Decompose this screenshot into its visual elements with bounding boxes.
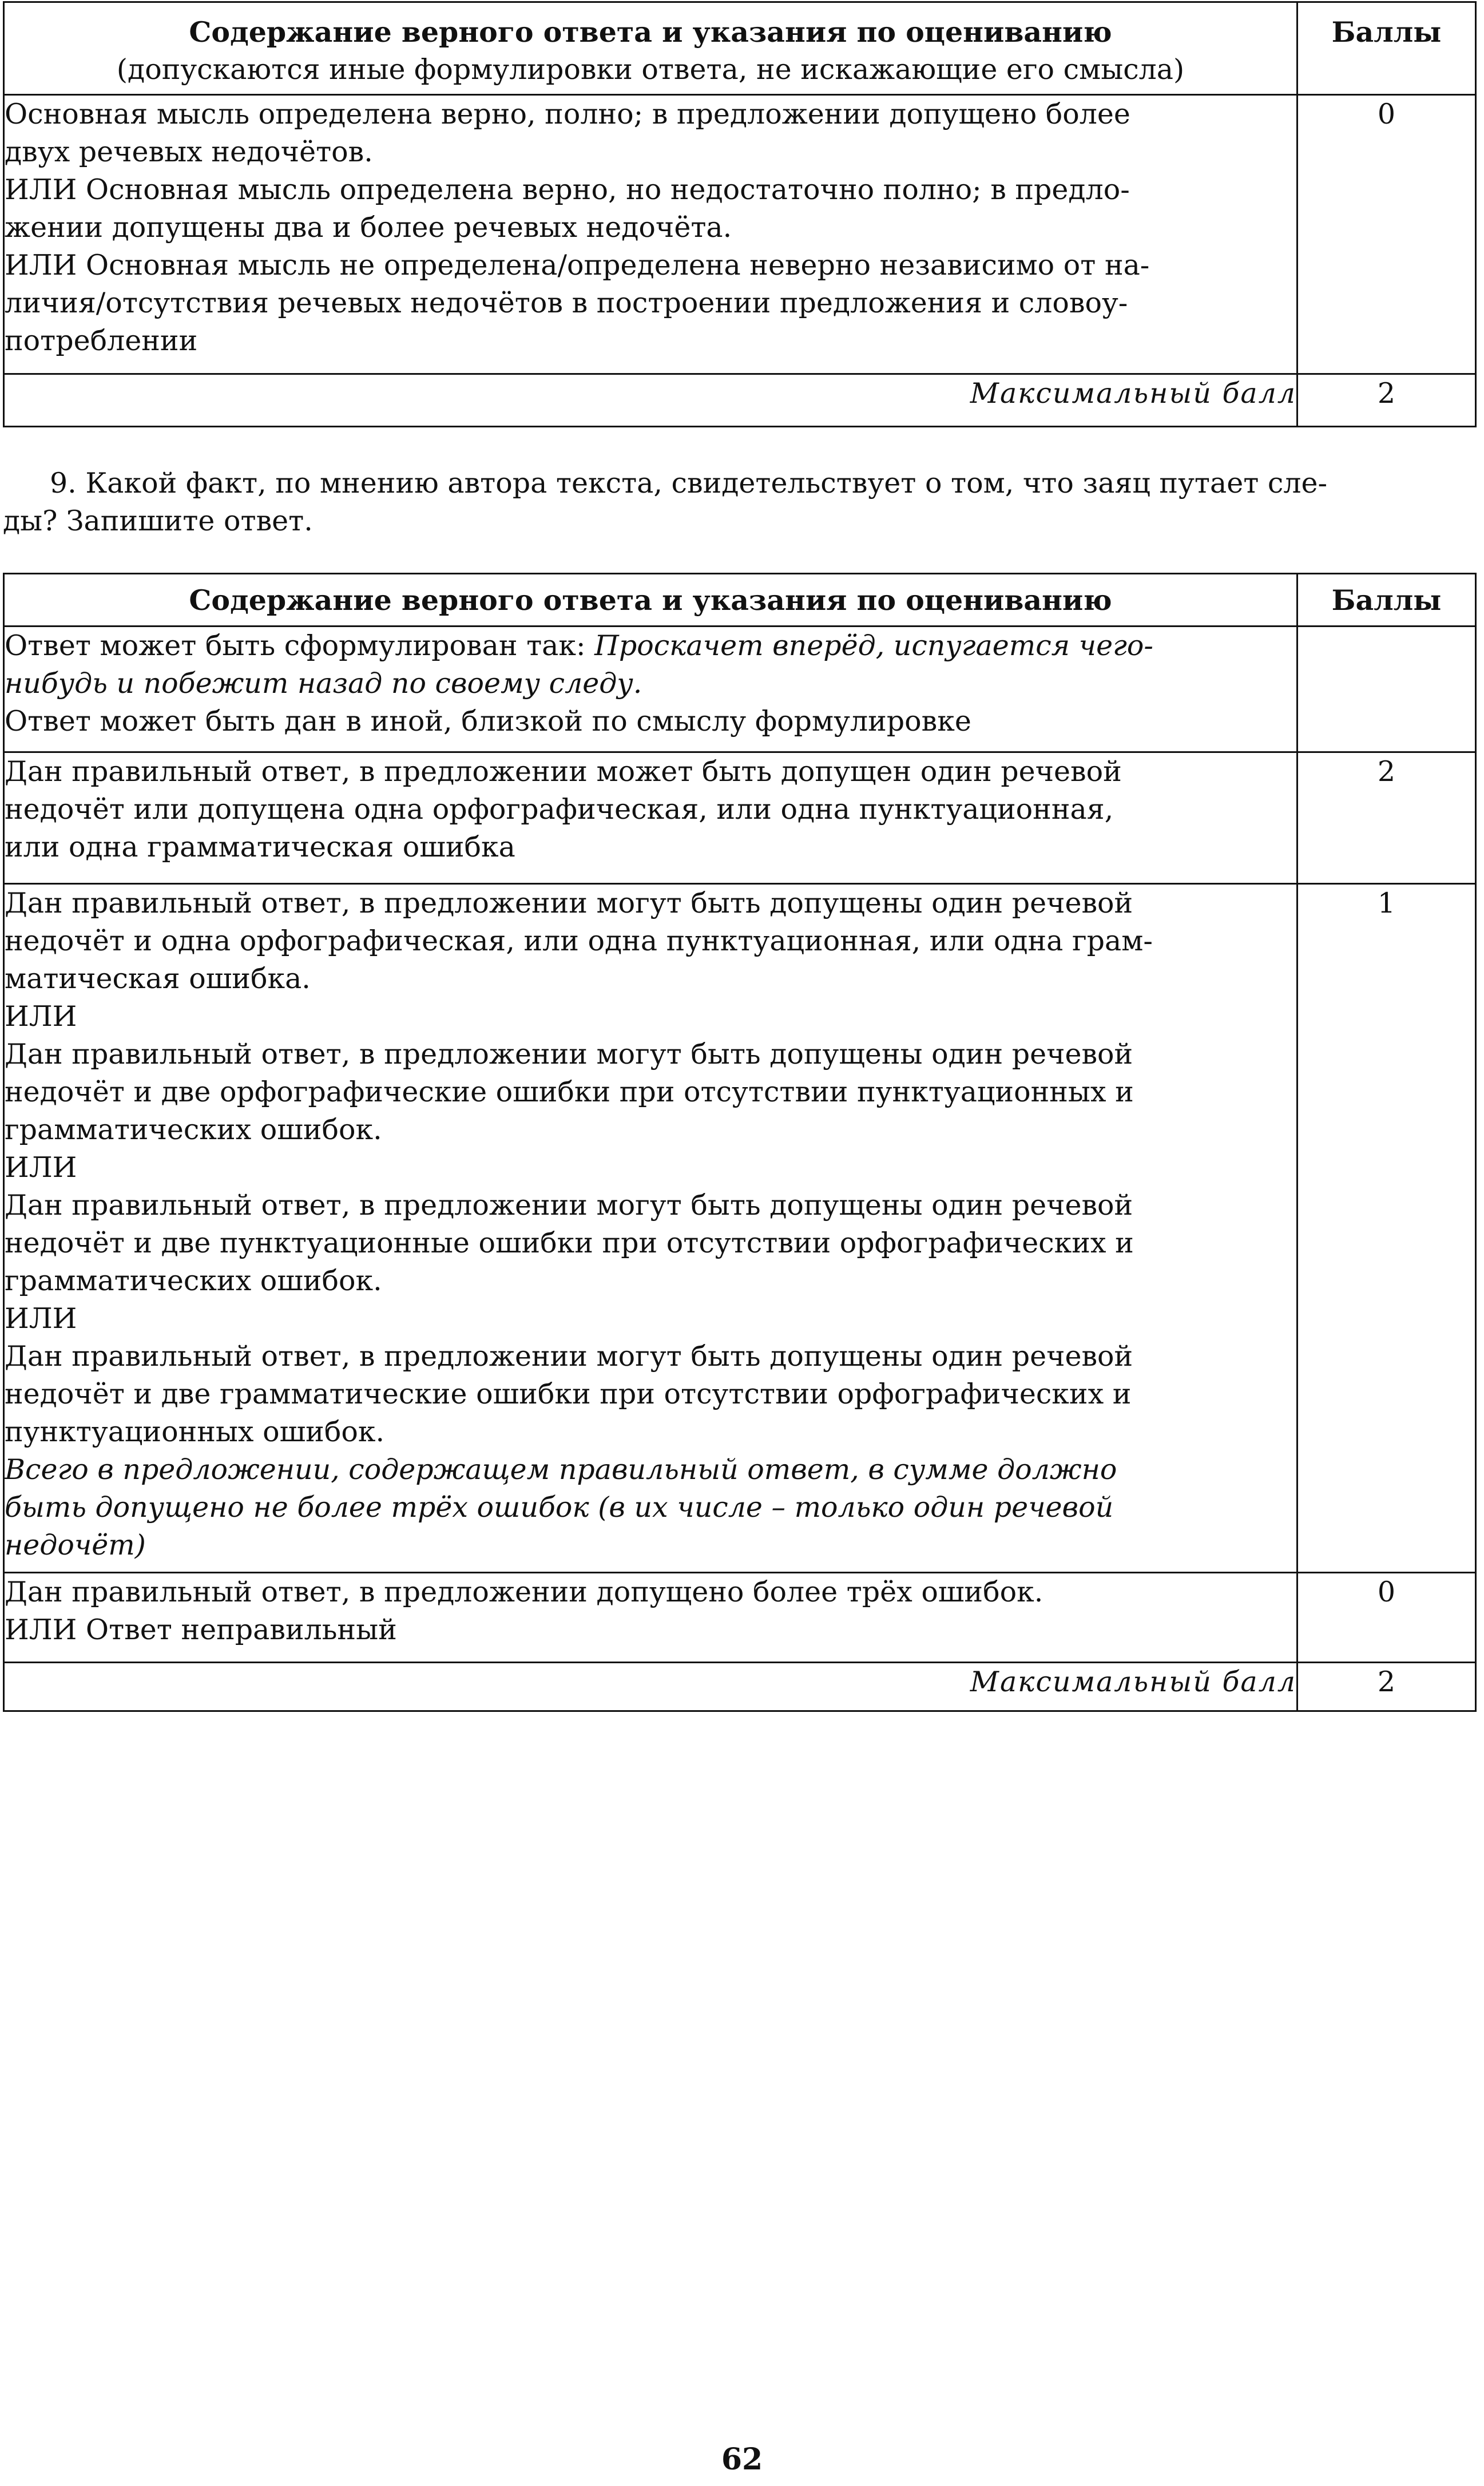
criteria-line: Дан правильный ответ, в предложении допущено более трёх ошибок.	[5, 1576, 1043, 1608]
max-score-label: Максимальный балл	[4, 374, 1297, 427]
answer-sample: Проскачет вперёд, испугается чего-	[594, 629, 1153, 662]
header-score-cell	[1297, 2, 1476, 95]
answer-cell	[4, 627, 1297, 752]
header-score: Баллы	[1331, 584, 1442, 617]
criteria-line: недочёт и две орфографические ошибки при отсутствии пунктуационных и	[5, 1076, 1134, 1108]
table-header-row	[4, 2, 1476, 95]
score-value: 1	[1377, 887, 1396, 919]
header-score-cell	[1297, 574, 1476, 627]
criteria-line: Дан правильный ответ, в предложении может быть допущен один речевой	[5, 755, 1122, 788]
criteria-cell	[4, 752, 1297, 884]
criteria-line: матическая ошибка.	[5, 962, 311, 995]
question-line: ды? Запишите ответ.	[3, 505, 313, 537]
header-score: Баллы	[1331, 15, 1442, 49]
table-row	[4, 1573, 1476, 1663]
header-content-subtitle: (допускаются иные формулировки ответа, не искажающие его смысла)	[116, 53, 1185, 86]
criteria-line: жении допущены два и более речевых недочёта.	[5, 211, 732, 244]
rubric-table-2	[3, 573, 1477, 1712]
criteria-line: или одна грамматическая ошибка	[5, 831, 515, 863]
answer-row	[4, 627, 1476, 752]
criteria-line: потреблении	[5, 324, 198, 357]
header-content-cell	[4, 2, 1297, 95]
max-score-value: 2	[1297, 374, 1476, 427]
criteria-line: Дан правильный ответ, в предложении могут быть допущены один речевой	[5, 1038, 1133, 1070]
table-row	[4, 752, 1476, 884]
score-cell	[1297, 95, 1476, 374]
criteria-line: ИЛИ Ответ неправильный	[5, 1613, 397, 1646]
criteria-note-line: быть допущено не более трёх ошибок (в их числе – только один речевой	[5, 1491, 1114, 1524]
criteria-line: Дан правильный ответ, в предложении могут быть допущены один речевой	[5, 1189, 1133, 1222]
criteria-line: двух речевых недочётов.	[5, 136, 373, 168]
page-number: 62	[721, 2442, 763, 2477]
score-value: 0	[1377, 98, 1396, 130]
criteria-line: личия/отсутствия речевых недочётов в построении предложения и словоу-	[5, 287, 1128, 319]
criteria-note-line: Всего в предложении, содержащем правильный ответ, в сумме должно	[5, 1453, 1117, 1486]
answer-prefix: Ответ может быть сформулирован так:	[5, 629, 595, 662]
table-header-row	[4, 574, 1476, 627]
header-content-title: Содержание верного ответа и указания по оцениванию	[189, 15, 1112, 49]
criteria-line: грамматических ошибок.	[5, 1264, 382, 1297]
score-cell	[1297, 627, 1476, 752]
criteria-line: ИЛИ	[5, 1000, 77, 1033]
score-cell	[1297, 884, 1476, 1573]
answer-sample-continued: нибудь и побежит назад по своему следу.	[5, 667, 642, 700]
score-cell	[1297, 752, 1476, 884]
criteria-line: недочёт или допущена одна орфографическая, или одна пунктуационная,	[5, 793, 1114, 826]
criteria-line: ИЛИ	[5, 1151, 77, 1184]
criteria-line: ИЛИ	[5, 1302, 77, 1335]
criteria-line: Дан правильный ответ, в предложении могут быть допущены один речевой	[5, 887, 1133, 919]
answer-note: Ответ может быть дан в иной, близкой по смыслу формулировке	[5, 705, 971, 738]
criteria-line: недочёт и две пунктуационные ошибки при отсутствии орфографических и	[5, 1227, 1134, 1259]
question-9	[3, 465, 1479, 540]
header-content-cell	[4, 574, 1297, 627]
score-value: 2	[1377, 755, 1396, 788]
max-score-row	[4, 374, 1476, 427]
criteria-cell	[4, 1573, 1297, 1663]
criteria-line: ИЛИ Основная мысль определена верно, но недостаточно полно; в предло-	[5, 173, 1130, 206]
rubric-table-1	[3, 1, 1477, 427]
score-cell	[1297, 1573, 1476, 1663]
answer-line	[5, 627, 1296, 665]
header-content-title: Содержание верного ответа и указания по оцениванию	[189, 584, 1112, 617]
score-value: 0	[1377, 1576, 1396, 1608]
criteria-line: ИЛИ Основная мысль не определена/определена неверно независимо от на-	[5, 249, 1150, 281]
criteria-line: недочёт и две грамматические ошибки при отсутствии орфографических и	[5, 1378, 1132, 1410]
criteria-line: недочёт и одна орфографическая, или одна пунктуационная, или одна грам-	[5, 925, 1153, 957]
criteria-line: Основная мысль определена верно, полно; в предложении допущено более	[5, 98, 1130, 130]
max-score-value: 2	[1297, 1663, 1476, 1711]
table-row	[4, 95, 1476, 374]
criteria-note-line: недочёт)	[5, 1529, 146, 1561]
max-score-label: Максимальный балл	[4, 1663, 1297, 1711]
criteria-cell	[4, 884, 1297, 1573]
criteria-cell	[4, 95, 1297, 374]
table-row	[4, 884, 1476, 1573]
criteria-line: Дан правильный ответ, в предложении могут быть допущены один речевой	[5, 1340, 1133, 1373]
criteria-line: грамматических ошибок.	[5, 1113, 382, 1146]
question-line: 9. Какой факт, по мнению автора текста, свидетельствует о том, что заяц путает сле-	[50, 467, 1328, 499]
max-score-row	[4, 1663, 1476, 1711]
criteria-line: пунктуационных ошибок.	[5, 1416, 385, 1448]
